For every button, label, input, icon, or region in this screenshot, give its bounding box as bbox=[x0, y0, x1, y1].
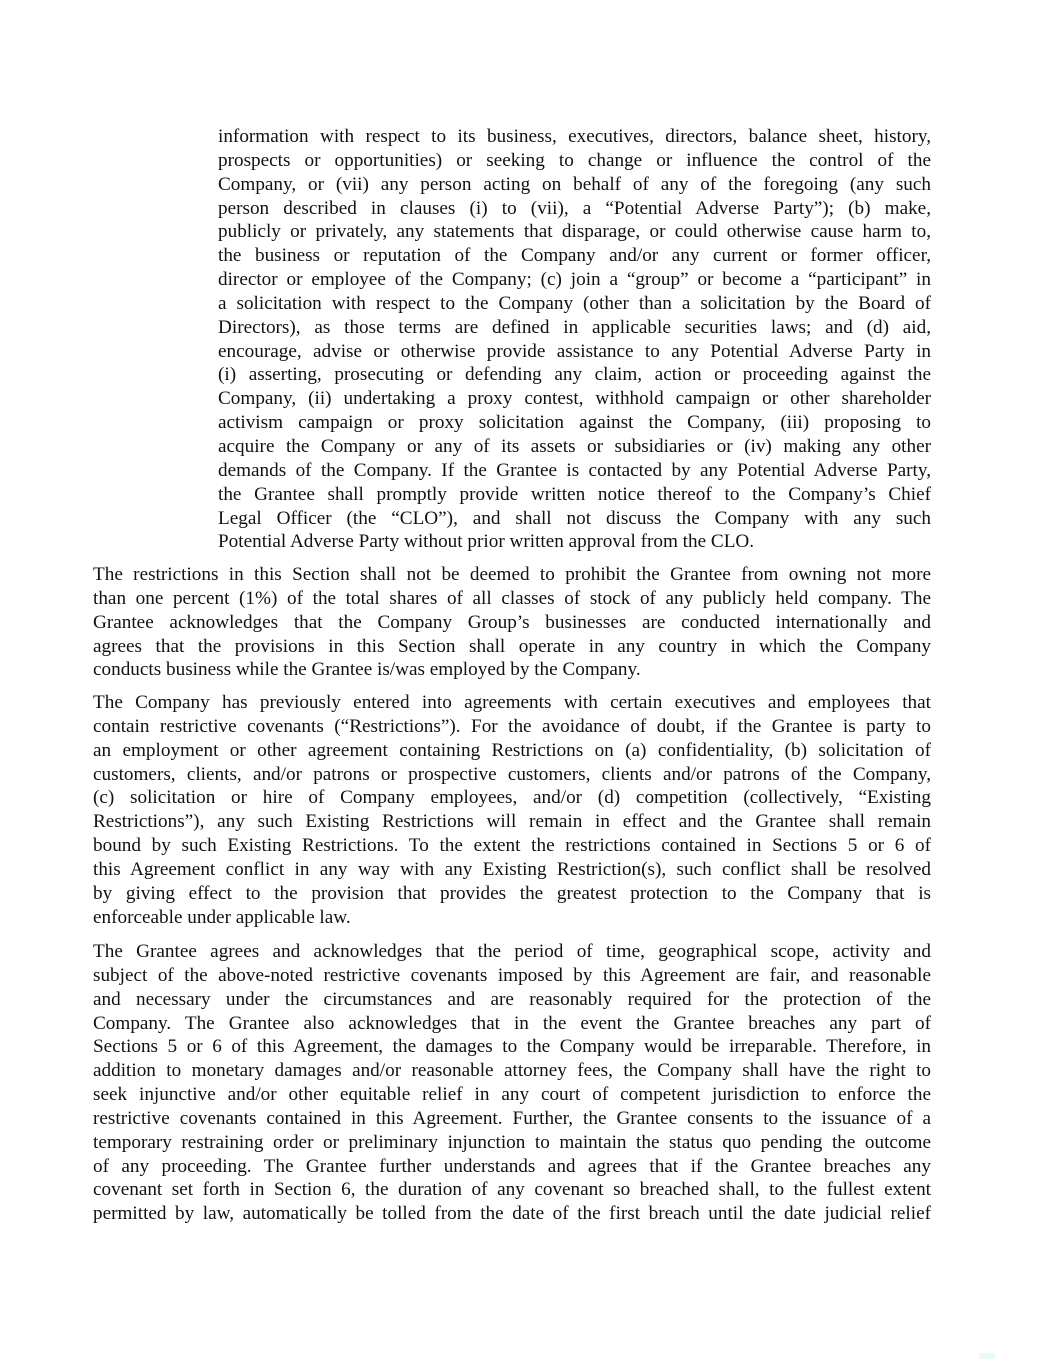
text-line: Company, or (vii) any person acting on behalf of any of the foregoing (any such bbox=[218, 173, 931, 195]
text-line: Company. The Grantee also acknowledges that in the event the Grantee breaches any part of bbox=[93, 1012, 931, 1034]
text-line: the Grantee shall promptly provide written notice thereof to the Company’s Chief bbox=[218, 483, 931, 505]
text-line: than one percent (1%) of the total shares of all classes of stock of any publicly held company. The bbox=[93, 587, 931, 609]
text-line: restrictive covenants contained in this Agreement. Further, the Grantee consents to the issuance of a bbox=[93, 1107, 931, 1129]
text-line: (i) asserting, prosecuting or defending any claim, action or proceeding against the bbox=[218, 364, 931, 386]
text-line: Company, (ii) undertaking a proxy contest, withhold campaign or other shareholder bbox=[218, 388, 931, 410]
indented-clause-paragraph bbox=[218, 125, 931, 554]
text-line: subject of the above-noted restrictive covenants imposed by this Agreement are fair, and reasonable bbox=[93, 964, 931, 986]
text-line: agrees that the provisions in this Section shall operate in any country in which the Company bbox=[93, 635, 931, 657]
text-line: The restrictions in this Section shall not be deemed to prohibit the Grantee from owning not more bbox=[93, 564, 931, 585]
text-line: The Company has previously entered into agreements with certain executives and employees that bbox=[93, 692, 931, 713]
text-line: customers, clients, and/or patrons or prospective customers, clients and/or patrons of the Company, bbox=[93, 763, 931, 785]
text-line: Restrictions”), any such Existing Restrictions will remain in effect and the Grantee shall remain bbox=[93, 811, 931, 833]
text-line: bound by such Existing Restrictions. To the extent the restrictions contained in Sections 5 or 6 of bbox=[93, 835, 931, 857]
text-line: contain restrictive covenants (“Restrictions”). For the avoidance of doubt, if the Grantee is party to bbox=[93, 715, 931, 737]
text-line: conducts business while the Grantee is/was employed by the Company. bbox=[93, 659, 641, 681]
text-line: activism campaign or proxy solicitation against the Company, (iii) proposing to bbox=[218, 412, 931, 434]
text-line: and necessary under the circumstances and are reasonably required for the protection of the bbox=[93, 988, 931, 1010]
text-line: Grantee acknowledges that the Company Group’s businesses are conducted internationally and bbox=[93, 611, 931, 633]
text-line: (c) solicitation or hire of Company employees, and/or (d) competition (collectively, “Existing bbox=[93, 787, 931, 809]
text-line: information with respect to its business, executives, directors, balance sheet, history, bbox=[218, 126, 931, 147]
corner-watermark bbox=[979, 1353, 1049, 1359]
restrictions-paragraph bbox=[93, 563, 931, 682]
text-line: this Agreement conflict in any way with any Existing Restriction(s), such conflict shall be resolved bbox=[93, 858, 931, 880]
text-line: the business or reputation of the Company and/or any current or former officer, bbox=[218, 245, 931, 267]
text-line: acquire the Company or any of its assets or subsidiaries or (iv) making any other bbox=[218, 435, 931, 457]
text-line: Potential Adverse Party without prior written approval from the CLO. bbox=[218, 531, 755, 553]
text-line: of any proceeding. The Grantee further understands and agrees that if the Grantee breaches any bbox=[93, 1155, 931, 1177]
text-line: Sections 5 or 6 of this Agreement, the damages to the Company would be irreparable. Therefore, in bbox=[93, 1036, 931, 1058]
text-line: prospects or opportunities) or seeking to change or influence the control of the bbox=[218, 149, 931, 171]
existing-restrictions-paragraph bbox=[93, 691, 931, 929]
text-line: Directors), as those terms are defined in applicable securities laws; and (d) aid, bbox=[218, 316, 931, 338]
text-line: publicly or privately, any statements that disparage, or could otherwise cause harm to, bbox=[218, 221, 931, 243]
text-line: The Grantee agrees and acknowledges that the period of time, geographical scope, activity and bbox=[93, 941, 931, 962]
acknowledgement-paragraph bbox=[93, 940, 931, 1226]
text-line: covenant set forth in Section 6, the duration of any covenant so breached shall, to the fullest extent bbox=[93, 1179, 931, 1201]
text-line: director or employee of the Company; (c) join a “group” or become a “participant” in bbox=[218, 269, 931, 291]
text-line: enforceable under applicable law. bbox=[93, 906, 351, 928]
text-line: encourage, advise or otherwise provide assistance to any Potential Adverse Party in bbox=[218, 340, 931, 362]
text-line: Legal Officer (the “CLO”), and shall not discuss the Company with any such bbox=[218, 507, 931, 529]
text-line: an employment or other agreement containing Restrictions on (a) confidentiality, (b) solicitation of bbox=[93, 739, 931, 761]
text-line: a solicitation with respect to the Company (other than a solicitation by the Board of bbox=[218, 292, 931, 314]
text-line: seek injunctive and/or other equitable relief in any court of competent jurisdiction to enforce the bbox=[93, 1084, 931, 1106]
text-line: addition to monetary damages and/or reasonable attorney fees, the Company shall have the right to bbox=[93, 1060, 931, 1082]
text-line: by giving effect to the provision that provides the greatest protection to the Company that is bbox=[93, 882, 931, 904]
text-line: demands of the Company. If the Grantee is contacted by any Potential Adverse Party, bbox=[218, 459, 931, 481]
text-line: permitted by law, automatically be tolled from the date of the first breach until the date judicial relief bbox=[93, 1203, 931, 1225]
text-line: person described in clauses (i) to (vii), a “Potential Adverse Party”); (b) make, bbox=[218, 197, 931, 219]
text-line: temporary restraining order or preliminary injunction to maintain the status quo pending the outcome bbox=[93, 1131, 931, 1153]
